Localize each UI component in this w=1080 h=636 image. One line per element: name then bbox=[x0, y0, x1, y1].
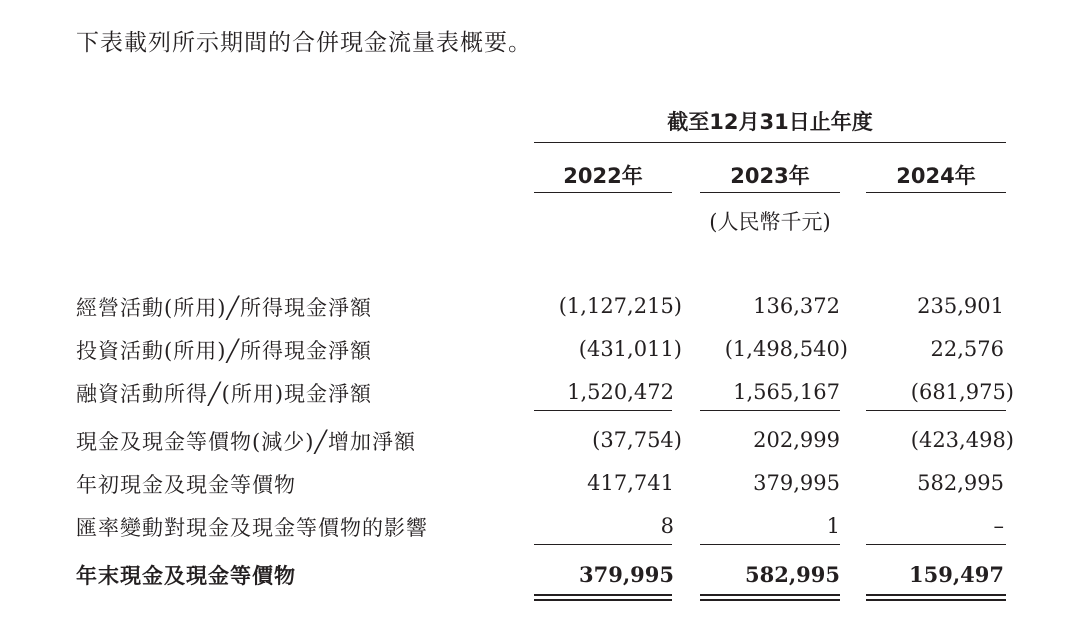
total-rule bbox=[700, 544, 840, 545]
year-rule bbox=[700, 192, 840, 193]
period-header: 截至12月31日止年度 bbox=[667, 110, 873, 134]
intro-text: 下表載列所示期間的合併現金流量表概要。 bbox=[76, 30, 532, 56]
table-cell: 417,741 bbox=[587, 471, 674, 495]
table-cell: 1 bbox=[826, 514, 840, 538]
double-underline bbox=[534, 594, 672, 601]
header-rule bbox=[534, 142, 1006, 143]
table-cell: – bbox=[993, 514, 1004, 538]
year-header-2024: 2024年 bbox=[896, 164, 976, 188]
row-label: 年初現金及現金等價物 bbox=[76, 473, 296, 497]
double-underline bbox=[700, 594, 840, 601]
subtotal-rule bbox=[866, 410, 1006, 411]
table-cell: 202,999 bbox=[753, 428, 840, 452]
table-cell: 235,901 bbox=[917, 294, 1004, 318]
subtotal-rule bbox=[700, 410, 840, 411]
table-cell: 379,995 bbox=[579, 562, 674, 587]
table-cell: 1,520,472 bbox=[567, 380, 674, 404]
table-cell: 582,995 bbox=[745, 562, 840, 587]
table-cell: 582,995 bbox=[917, 471, 1004, 495]
row-label: 經營活動(所用)╱所得現金淨額 bbox=[76, 296, 373, 320]
row-label: 投資活動(所用)╱所得現金淨額 bbox=[76, 339, 373, 363]
row-label: 現金及現金等價物(減少)╱增加淨額 bbox=[76, 430, 417, 454]
table-cell: (1,127,215) bbox=[558, 294, 682, 318]
table-cell: 22,576 bbox=[930, 337, 1004, 361]
table-cell: 8 bbox=[660, 514, 674, 538]
table-cell: (423,498) bbox=[910, 428, 1014, 452]
table-cell: 1,565,167 bbox=[733, 380, 840, 404]
row-label: 匯率變動對現金及現金等價物的影響 bbox=[76, 516, 428, 540]
year-header-2023: 2023年 bbox=[730, 164, 810, 188]
row-label: 融資活動所得╱(所用)現金淨額 bbox=[76, 382, 373, 406]
table-cell: (431,011) bbox=[578, 337, 682, 361]
year-header-2022: 2022年 bbox=[563, 164, 643, 188]
total-rule bbox=[866, 544, 1006, 545]
table-cell: 379,995 bbox=[753, 471, 840, 495]
table-cell: 136,372 bbox=[753, 294, 840, 318]
table-cell: (37,754) bbox=[592, 428, 682, 452]
year-rule bbox=[866, 192, 1006, 193]
unit-label: (人民幣千元) bbox=[709, 210, 831, 234]
table-cell: 159,497 bbox=[909, 562, 1004, 587]
row-label: 年末現金及現金等價物 bbox=[76, 564, 296, 588]
table-cell: (1,498,540) bbox=[724, 337, 848, 361]
subtotal-rule bbox=[534, 410, 672, 411]
year-rule bbox=[534, 192, 672, 193]
double-underline bbox=[866, 594, 1006, 601]
total-rule bbox=[534, 544, 672, 545]
table-cell: (681,975) bbox=[910, 380, 1014, 404]
